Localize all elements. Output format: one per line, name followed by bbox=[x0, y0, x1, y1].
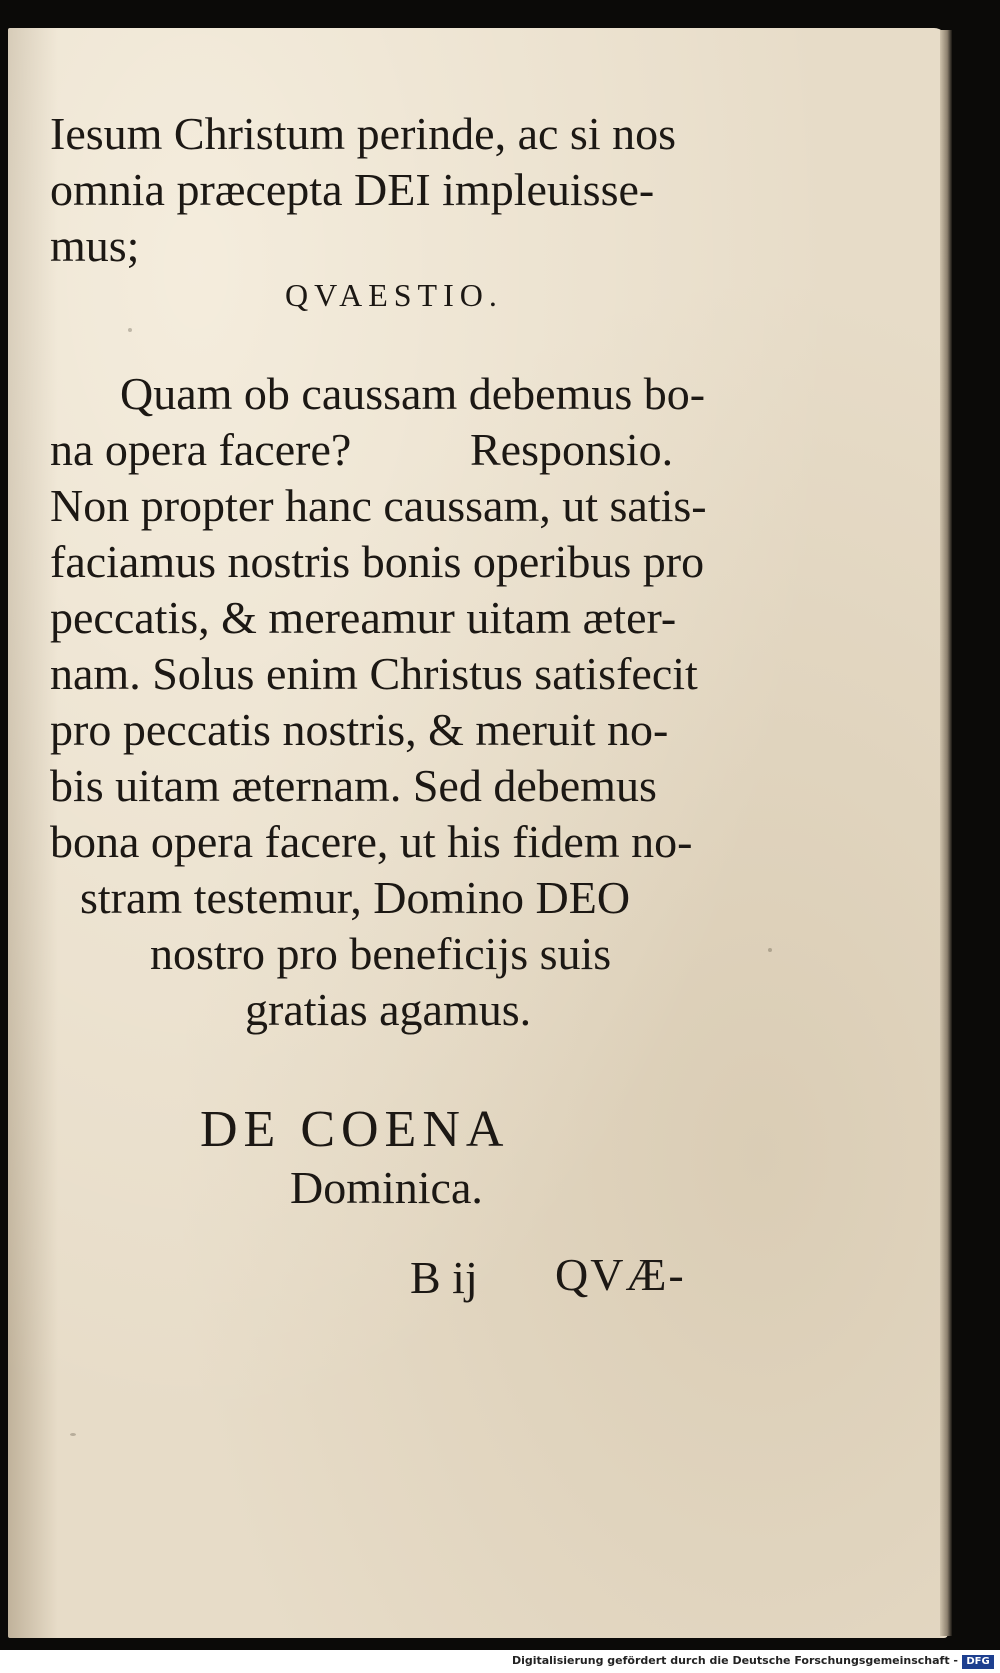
responsio-label: Responsio. bbox=[470, 424, 674, 475]
text-line: bona opera facere, ut his fidem no- bbox=[50, 816, 693, 867]
page-edge bbox=[940, 30, 952, 1636]
text-line: bis uitam æternam. Sed debemus bbox=[50, 760, 657, 811]
dfg-logo: DFG bbox=[962, 1655, 994, 1669]
text-line: stram testemur, Domino DEO bbox=[80, 872, 631, 923]
section-subtitle: Dominica. bbox=[290, 1162, 483, 1213]
quaestio-heading: QVAESTIO. bbox=[285, 277, 503, 313]
text-line: mus; bbox=[50, 220, 140, 271]
text-line: gratias agamus. bbox=[245, 984, 532, 1035]
text-line: omnia præcepta DEI impleuisse- bbox=[50, 164, 655, 215]
funding-credit: Digitalisierung gefördert durch die Deutsche Forschungsgemeinschaft - bbox=[511, 1654, 958, 1667]
text-line: nam. Solus enim Christus satisfecit bbox=[50, 648, 698, 699]
footer-bar bbox=[0, 1652, 1000, 1673]
text-line: nostro pro beneficijs suis bbox=[150, 928, 612, 979]
text-line: faciamus nostris bonis operibus pro bbox=[50, 536, 705, 587]
text-line: na opera facere? bbox=[50, 424, 352, 475]
ink-speck bbox=[70, 1433, 76, 1436]
ink-speck bbox=[128, 328, 132, 332]
signature-mark: B ij bbox=[410, 1252, 478, 1303]
catchword: QVÆ- bbox=[555, 1249, 686, 1300]
text-line: pro peccatis nostris, & meruit no- bbox=[50, 704, 669, 755]
text-line: Non propter hanc caussam, ut satis- bbox=[50, 480, 707, 531]
text-line: Iesum Christum perinde, ac si nos bbox=[50, 108, 677, 159]
text-line: Quam ob caussam debemus bo- bbox=[120, 368, 706, 419]
ink-speck bbox=[768, 948, 772, 952]
section-title: DE COENA bbox=[200, 1101, 510, 1158]
text-line: peccatis, & mereamur uitam æter- bbox=[50, 592, 677, 643]
